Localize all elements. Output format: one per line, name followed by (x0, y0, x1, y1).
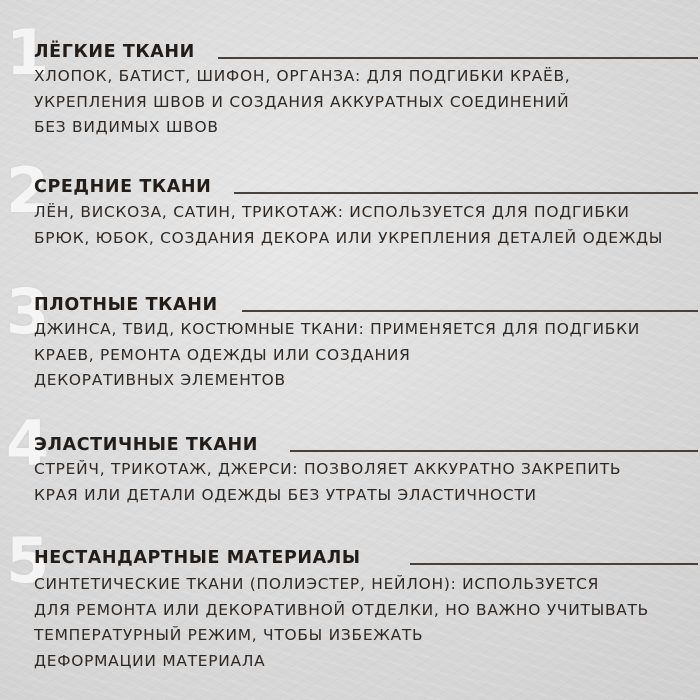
section-title: СРЕДНИЕ ТКАНИ (34, 177, 212, 197)
description-line: ДЛЯ РЕМОНТА ИЛИ ДЕКОРАТИВНОЙ ОТДЕЛКИ, НО ВАЖНО УЧИТЫВАТЬ (34, 600, 649, 619)
description-line: СИНТЕТИЧЕСКИЕ ТКАНИ (ПОЛИЭСТЕР, НЕЙЛОН): ИСПОЛЬЗУЕТСЯ (34, 575, 600, 593)
section-description (34, 457, 621, 508)
section-heading (34, 41, 698, 65)
section-heading (34, 294, 698, 318)
section-title: ЭЛАСТИЧНЫЕ ТКАНИ (34, 435, 258, 455)
description-line: КРАЯ ИЛИ ДЕТАЛИ ОДЕЖДЫ БЕЗ УТРАТЫ ЭЛАСТИЧНОСТИ (34, 485, 537, 504)
description-line: СТРЕЙЧ, ТРИКОТАЖ, ДЖЕРСИ: ПОЗВОЛЯЕТ АККУРАТНО ЗАКРЕПИТЬ (34, 460, 622, 478)
description-line: БРЮК, ЮБОК, СОЗДАНИЯ ДЕКОРА ИЛИ УКРЕПЛЕНИЯ ДЕТАЛЕЙ ОДЕЖДЫ (34, 228, 664, 247)
section-number: 3 (6, 275, 50, 348)
description-line: БЕЗ ВИДИМЫХ ШВОВ (34, 118, 219, 136)
section-description (34, 572, 649, 674)
section-heading (34, 176, 698, 200)
description-line: ДЕКОРАТИВНЫХ ЭЛЕМЕНТОВ (34, 371, 286, 389)
section-heading (34, 547, 698, 571)
title-underline (218, 57, 698, 59)
description-line: ТЕМПЕРАТУРНЫЙ РЕЖИМ, ЧТОБЫ ИЗБЕЖАТЬ (34, 626, 424, 644)
section-title: НЕСТАНДАРТНЫЕ МАТЕРИАЛЫ (34, 548, 361, 568)
section-number: 5 (6, 524, 50, 597)
section-description (34, 64, 570, 141)
title-underline (290, 450, 698, 452)
description-line: УКРЕПЛЕНИЯ ШВОВ И СОЗДАНИЯ АККУРАТНЫХ СОЕДИНЕНИЙ (34, 92, 570, 111)
title-underline (242, 310, 698, 312)
title-underline (410, 563, 698, 565)
description-line: ДЕФОРМАЦИИ МАТЕРИАЛА (34, 651, 266, 670)
section-title: ЛЁГКИЕ ТКАНИ (34, 42, 195, 62)
section-number: 1 (6, 16, 50, 89)
description-line: ХЛОПОК, БАТИСТ, ШИФОН, ОРГАНЗА: ДЛЯ ПОДГИБКИ КРАЁВ, (34, 67, 571, 85)
section-number: 2 (6, 154, 50, 227)
description-line: ДЖИНСА, ТВИД, КОСТЮМНЫЕ ТКАНИ: ПРИМЕНЯЕТСЯ ДЛЯ ПОДГИБКИ (34, 320, 641, 338)
title-underline (234, 192, 698, 194)
description-line: КРАЕВ, РЕМОНТА ОДЕЖДЫ ИЛИ СОЗДАНИЯ (34, 345, 411, 364)
description-line: ЛЁН, ВИСКОЗА, САТИН, ТРИКОТАЖ: ИСПОЛЬЗУЕТСЯ ДЛЯ ПОДГИБКИ (34, 203, 630, 221)
section-number: 4 (6, 407, 50, 480)
section-description (34, 200, 663, 251)
section-title: ПЛОТНЫЕ ТКАНИ (34, 295, 218, 315)
section-heading (34, 434, 698, 458)
section-description (34, 317, 640, 394)
